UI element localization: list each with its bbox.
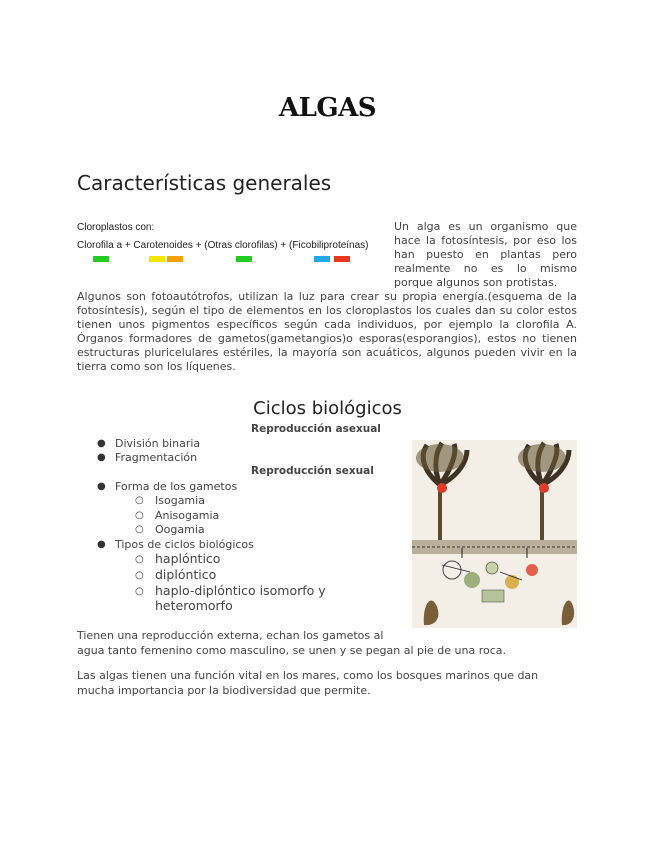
subheading-sexual: Reproducción sexual <box>251 465 374 477</box>
main-paragraph: Algunos son fotoautótrofos, utilizan la luz para crear su propia energía.(esquema de la fotosíntesis), según el tipo de elementos en los cloroplastos los cuales dan su color estos tienen unos pigmentos específicos según cada individuos, por ejemplo la clorofila A. Órganos formadores de gametos(gametangios)o esporas(esporangios), estos no tienen estructuras pluricelulares estériles, la mayoría son acuáticos, algunos pueden vivir en la tierra como son los líquenes. <box>77 290 577 373</box>
swatch-other-chlorophyll <box>236 256 252 262</box>
algae-life-cycle-illustration <box>412 440 577 628</box>
circle-bullet-icon: ○ <box>135 586 144 597</box>
list-subitem: diplóntico <box>155 567 217 582</box>
bullet-icon: ● <box>97 539 106 550</box>
circle-bullet-icon: ○ <box>135 570 144 581</box>
swatch-phycobili-red <box>334 256 350 262</box>
reproduction-paragraph <box>77 628 547 658</box>
list-item: División binaria <box>115 437 201 450</box>
pigments-label: Clorofila a + Carotenoides + (Otras clorofilas) + (Ficobiliproteínas) <box>77 240 369 251</box>
section-heading-ciclos: Ciclos biológicos <box>253 398 402 419</box>
list-subitem: Anisogamia <box>155 509 220 522</box>
list-item-ciclos: Tipos de ciclos biológicos <box>115 538 254 551</box>
circle-bullet-icon: ○ <box>135 510 144 521</box>
reproduction-line-1: Tienen una reproducción externa, echan los gametos al <box>77 629 384 642</box>
circle-bullet-icon: ○ <box>135 554 144 565</box>
swatch-phycobili-cyan <box>314 256 330 262</box>
swatch-carotenoid-yellow <box>149 256 165 262</box>
list-subitem: Oogamia <box>155 523 205 536</box>
circle-bullet-icon: ○ <box>135 524 144 535</box>
swatch-carotenoid-orange <box>167 256 183 262</box>
subheading-asexual: Reproducción asexual <box>251 423 381 435</box>
bullet-icon: ● <box>97 438 106 449</box>
list-subitem-continued: heteromorfo <box>155 598 233 613</box>
circle-bullet-icon: ○ <box>135 495 144 506</box>
reproduction-line-2: agua tanto femenino como masculino, se unen y se pegan al pie de una roca. <box>77 644 507 657</box>
list-subitem: Isogamia <box>155 494 205 507</box>
final-paragraph: Las algas tienen una función vital en los mares, como los bosques marinos que dan mucha importancia por la biodiversidad que permite. <box>77 669 539 697</box>
bullet-icon: ● <box>97 452 106 463</box>
chloroplast-label: Cloroplastos con: <box>77 222 155 233</box>
intro-paragraph: Un alga es un organismo que hace la fotosíntesis, por eso los han puesto en plantas pero realmente no es lo mismo porque algunos son protistas. <box>394 220 577 289</box>
swatch-chlorophyll-a <box>93 256 109 262</box>
list-item-gametos: Forma de los gametos <box>115 480 238 493</box>
list-item: Fragmentación <box>115 451 198 464</box>
list-subitem: haplo-diplóntico isomorfo y <box>155 583 326 598</box>
section-heading-caracteristicas: Características generales <box>77 171 332 195</box>
bullet-icon: ● <box>97 481 106 492</box>
page-title: ALGAS <box>278 93 377 123</box>
list-subitem: haplóntico <box>155 551 221 566</box>
